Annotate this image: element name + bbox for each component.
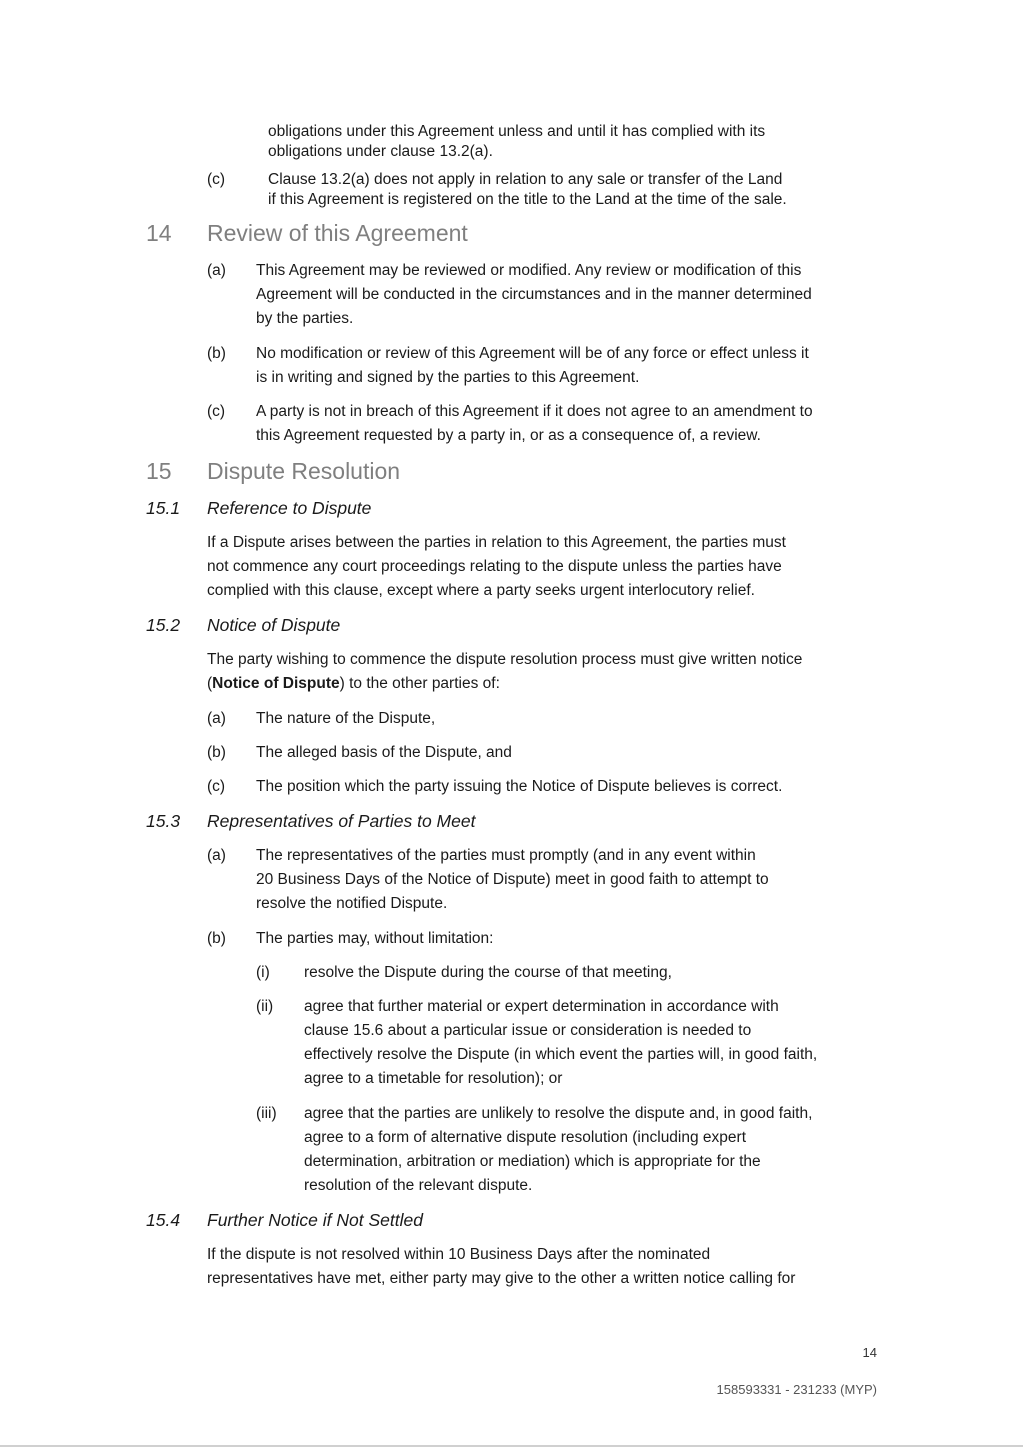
text-line: Agreement will be conducted in the circumstances and in the manner determined (256, 286, 812, 303)
text-line (207, 672, 802, 696)
defined-term: Notice of Dispute (212, 675, 340, 692)
paren: ( (207, 675, 213, 692)
item-label: (a) (207, 710, 226, 727)
subsection-title: Representatives of Parties to Meet (207, 811, 476, 831)
item-label: (b) (207, 744, 226, 761)
subsection-title: Further Notice if Not Settled (207, 1210, 423, 1230)
text-line: determination, arbitration or mediation) which is appropriate for the (304, 1153, 761, 1170)
subsection-title: Notice of Dispute (207, 615, 341, 635)
list-item (256, 342, 809, 390)
text-line: resolve the notified Dispute. (256, 895, 448, 912)
text-line: A party is not in breach of this Agreement if it does not agree to an amendment to (256, 403, 813, 420)
item-label: (c) (207, 403, 226, 420)
text-line: This Agreement may be reviewed or modified. Any review or modification of this (256, 262, 802, 279)
list-item: The parties may, without limitation: (256, 930, 494, 947)
continuation-line: obligations under this Agreement unless and until it has complied with its (268, 123, 766, 140)
list-item (256, 400, 813, 448)
clause-13-c-text (268, 170, 787, 210)
text-line: is in writing and signed by the parties to this Agreement. (256, 369, 640, 386)
subitem-label: (iii) (256, 1105, 277, 1122)
text-line: 20 Business Days of the Notice of Dispute) meet in good faith to attempt to (256, 871, 769, 888)
text-line: No modification or review of this Agreement will be of any force or effect unless it (256, 345, 809, 362)
text-line: Clause 13.2(a) does not apply in relation to any sale or transfer of the Land (268, 171, 783, 188)
text-line: agree to a timetable for resolution); or (304, 1070, 563, 1087)
text-line: not commence any court proceedings relating to the dispute unless the parties have (207, 558, 782, 575)
text-line: representatives have met, either party may give to the other a written notice calling for (207, 1270, 796, 1287)
list-item: The position which the party issuing the Notice of Dispute believes is correct. (256, 778, 783, 795)
subsection-number: 15.3 (146, 811, 181, 831)
paragraph (207, 1243, 795, 1291)
item-label: (c) (207, 778, 226, 795)
text-line: resolution of the relevant dispute. (304, 1177, 533, 1194)
text-line: The representatives of the parties must promptly (and in any event within (256, 847, 756, 864)
text-line: resolve the Dispute during the course of that meeting, (304, 964, 672, 981)
continuation-text (268, 122, 765, 162)
text-line: agree that the parties are unlikely to resolve the dispute and, in good faith, (304, 1105, 813, 1122)
item-label: (b) (207, 930, 226, 947)
item-label: (c) (207, 171, 226, 188)
subsection-number: 15.4 (146, 1210, 181, 1230)
text-line: clause 15.6 about a particular issue or consideration is needed to (304, 1022, 752, 1039)
page-number: 14 (862, 1345, 877, 1360)
document-reference: 158593331 - 231233 (MYP) (716, 1382, 877, 1397)
section-title: Review of this Agreement (207, 220, 468, 246)
text-line: The party wishing to commence the dispute resolution process must give written notice (207, 651, 803, 668)
text-fragment: ) to the other parties of: (339, 675, 500, 692)
list-item (256, 844, 769, 916)
sub-list-item (304, 961, 672, 985)
subitem-label: (ii) (256, 998, 274, 1015)
item-label: (a) (207, 262, 226, 279)
paragraph (207, 648, 802, 696)
subsection-number: 15.2 (146, 615, 181, 635)
section-title: Dispute Resolution (207, 458, 401, 484)
paragraph (207, 531, 786, 603)
text-line: If the dispute is not resolved within 10 Business Days after the nominated (207, 1246, 711, 1263)
text-line: this Agreement requested by a party in, or as a consequence of, a review. (256, 427, 761, 444)
text-line: complied with this clause, except where a party seeks urgent interlocutory relief. (207, 582, 755, 599)
list-item: The nature of the Dispute, (256, 710, 436, 727)
text-line: If a Dispute arises between the parties in relation to this Agreement, the parties must (207, 534, 786, 551)
subsection-title: Reference to Dispute (207, 498, 372, 518)
sub-list-item (304, 1102, 812, 1198)
text-line: if this Agreement is registered on the title to the Land at the time of the sale. (268, 191, 787, 208)
text-line: by the parties. (256, 310, 354, 327)
sub-list-item (304, 995, 817, 1091)
item-label: (a) (207, 847, 226, 864)
text-line: agree to a form of alternative dispute resolution (including expert (304, 1129, 746, 1146)
list-item: The alleged basis of the Dispute, and (256, 744, 512, 761)
continuation-line: obligations under clause 13.2(a). (268, 143, 493, 160)
text-line: agree that further material or expert determination in accordance with (304, 998, 779, 1015)
subitem-label: (i) (256, 964, 270, 981)
section-number: 14 (146, 220, 172, 246)
section-number: 15 (146, 458, 172, 484)
subsection-number: 15.1 (146, 498, 181, 518)
list-item (256, 259, 812, 331)
item-label: (b) (207, 345, 226, 362)
text-line: effectively resolve the Dispute (in which event the parties will, in good faith, (304, 1046, 818, 1063)
